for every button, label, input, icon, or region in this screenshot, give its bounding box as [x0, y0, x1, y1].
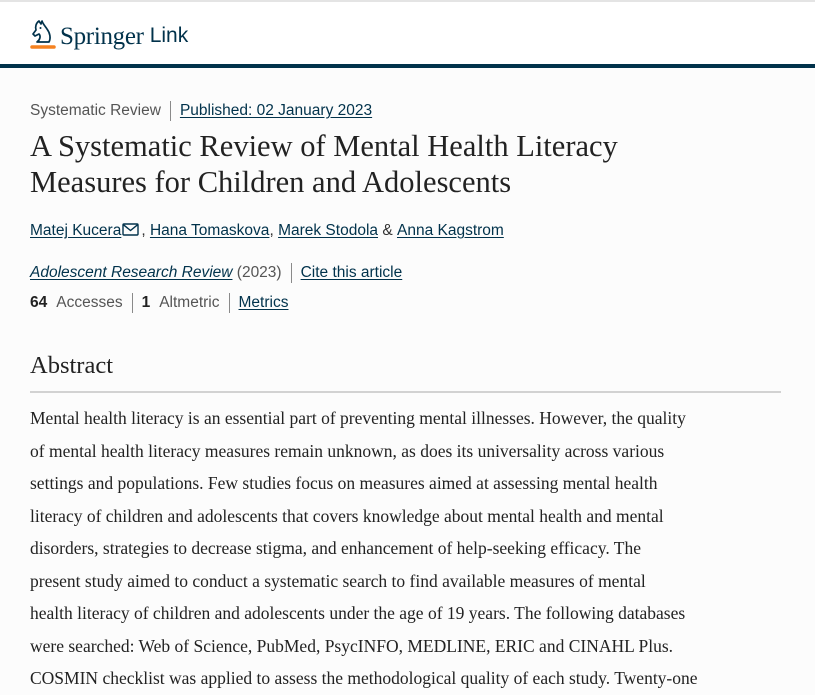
author-link[interactable]: Marek Stodola [278, 222, 379, 239]
logo-text-link: Link [149, 24, 189, 47]
abstract-line: settings and populations. Few studies focus on measures aimed at assessing mental health [30, 473, 658, 493]
author-link[interactable]: Hana Tomaskova [149, 222, 270, 239]
abstract-line: were searched: Web of Science, PubMed, PsycINFO, MEDLINE, ERIC and CINAHL Plus. [30, 635, 674, 656]
abstract-line: literacy of children and adolescents that covers knowledge about mental health and mental [30, 505, 664, 526]
article-meta [30, 101, 372, 121]
author-and: & [382, 222, 393, 239]
journal-name: Adolescent Research Review [30, 264, 233, 281]
metrics-link[interactable]: Metrics [238, 294, 289, 311]
accesses-count: 64 [30, 294, 48, 311]
springer-horse-icon [30, 19, 56, 51]
author-separator: , [269, 222, 274, 239]
cite-article-link[interactable]: Cite this article [300, 264, 403, 281]
abstract-line: present study aimed to conduct a systematic search to find available measures of mental [30, 570, 646, 591]
journal-year: (2023) [236, 264, 282, 281]
divider [291, 263, 292, 283]
abstract-line: COSMIN checklist was applied to assess the methodological quality of each study. Twenty-one [30, 668, 698, 688]
logo-text-springer: Springer [60, 23, 144, 50]
altmetric-count: 1 [141, 294, 151, 311]
abstract-line: Mental health literacy is an essential part of preventing mental illnesses. However, the quality [30, 408, 686, 428]
abstract-rule [30, 391, 781, 393]
header-rule [0, 64, 815, 68]
journal-link[interactable] [30, 264, 232, 282]
abstract-line: of mental health literacy measures remain unknown, as does its universality across various [30, 440, 665, 461]
altmetric-label: Altmetric [159, 294, 220, 311]
author-separator: , [141, 222, 146, 239]
article-metrics [30, 293, 288, 313]
springer-link-logo[interactable] [30, 18, 188, 52]
author-list [30, 222, 504, 240]
divider [229, 293, 230, 313]
abstract-text [30, 402, 790, 695]
journal-info [30, 263, 402, 283]
divider [170, 101, 171, 121]
abstract-line: disorders, strategies to decrease stigma, and enhancement of help-seeking efficacy. The [30, 538, 641, 558]
accesses-label: Accesses [56, 294, 123, 311]
author-link[interactable]: Anna Kagstrom [396, 222, 504, 239]
divider [132, 293, 133, 313]
email-icon[interactable] [122, 223, 139, 236]
article-type: Systematic Review [30, 102, 161, 119]
abstract-line: health literacy of children and adolescents under the age of 19 years. The following databases [30, 603, 686, 623]
article-title: A Systematic Review of Mental Health Literacy Measures for Children and Adolescents [30, 129, 618, 199]
abstract-heading: Abstract [30, 352, 113, 379]
site-header [0, 2, 815, 64]
author-link[interactable]: Matej Kucera [30, 222, 122, 239]
published-date-link[interactable]: Published: 02 January 2023 [179, 102, 373, 119]
